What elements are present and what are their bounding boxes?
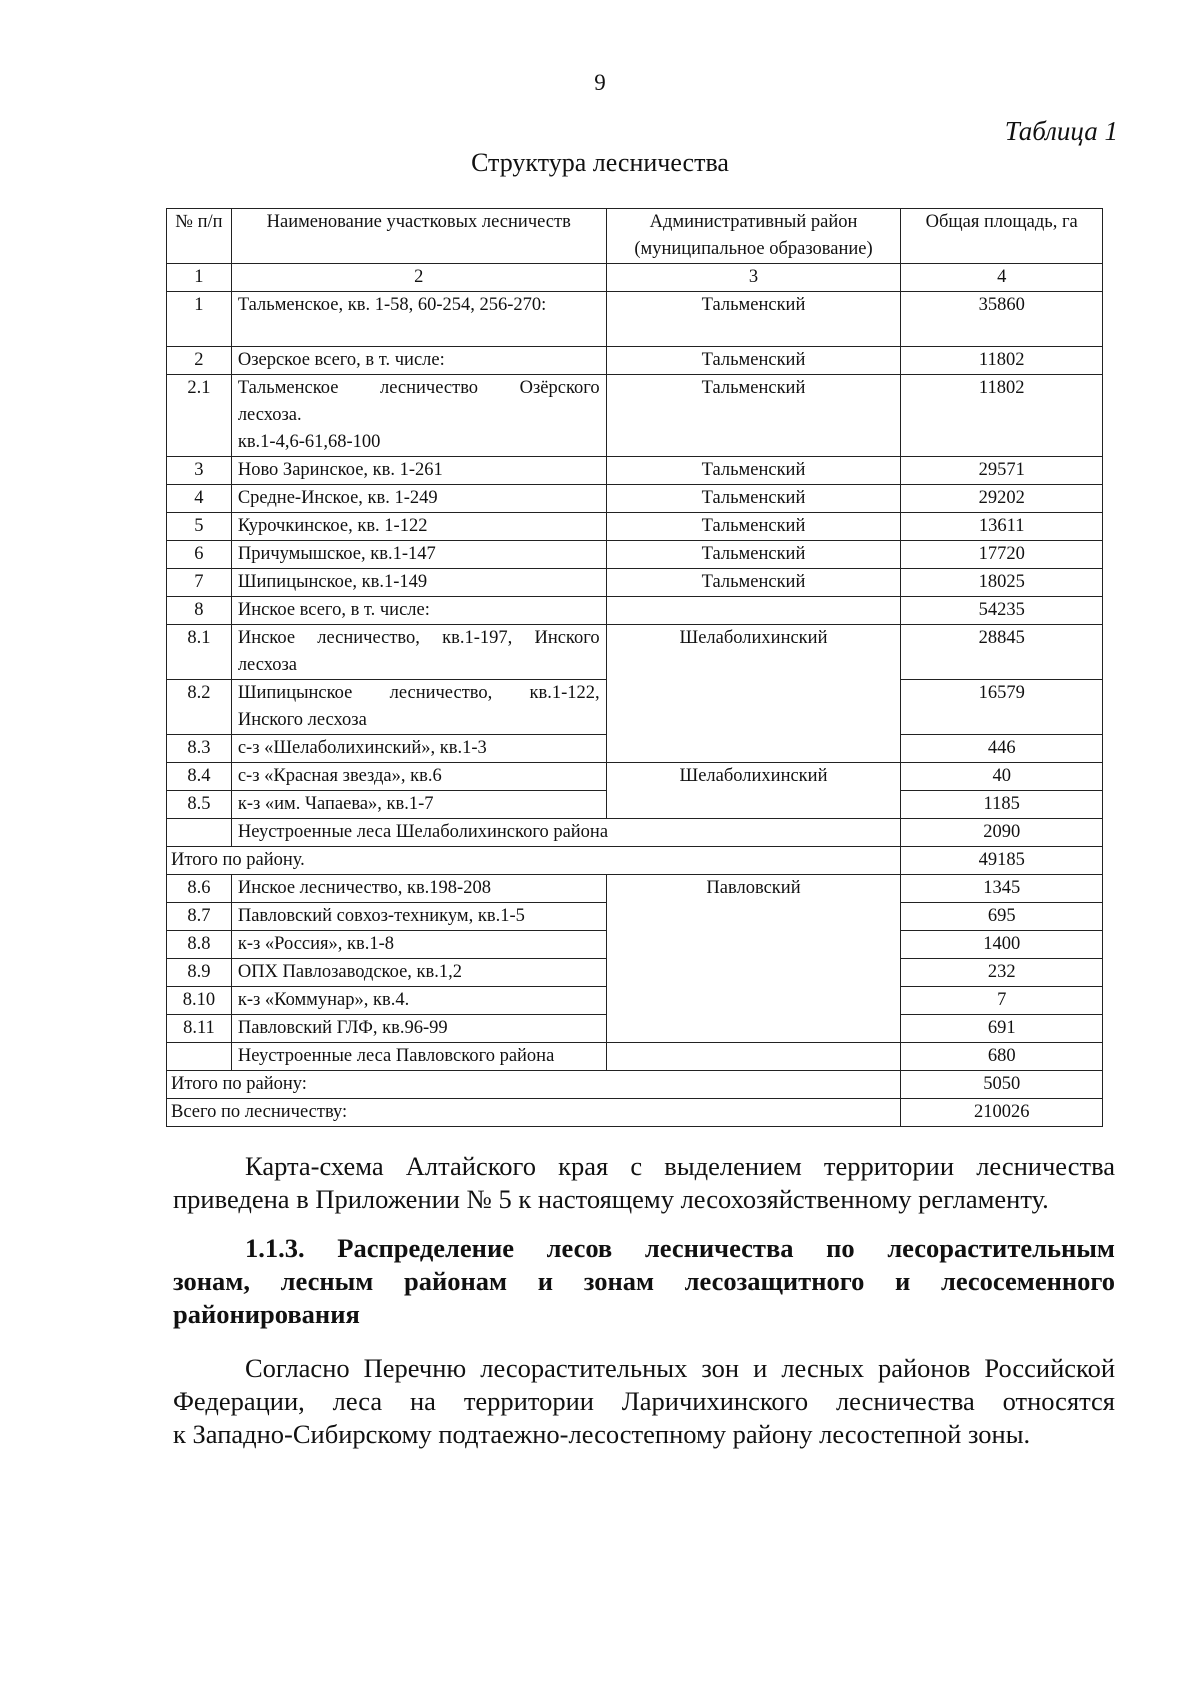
table-row xyxy=(167,485,1103,513)
row-num: 8.8 xyxy=(167,931,232,959)
row-name: Павловский ГЛФ, кв.96-99 xyxy=(231,1015,606,1043)
row-district: Тальменский xyxy=(606,513,901,541)
row-district: Павловский xyxy=(606,875,901,1043)
row-num: 8.4 xyxy=(167,763,232,791)
row-num: 5 xyxy=(167,513,232,541)
row-name: Ново Заринское, кв. 1-261 xyxy=(231,457,606,485)
row-area: 1185 xyxy=(901,791,1103,819)
table-row xyxy=(167,457,1103,485)
row-num: 8.6 xyxy=(167,875,232,903)
row-num: 8.3 xyxy=(167,735,232,763)
row-district: Тальменский xyxy=(606,569,901,597)
row-area: 35860 xyxy=(901,292,1103,347)
row-num: 7 xyxy=(167,569,232,597)
row-area: 11802 xyxy=(901,375,1103,457)
row-area: 680 xyxy=(901,1043,1103,1071)
row-district: Тальменский xyxy=(606,457,901,485)
row-area: 1400 xyxy=(901,931,1103,959)
row-name-line: лесхоза. xyxy=(237,405,302,425)
row-num: 2.1 xyxy=(167,375,232,457)
row-num xyxy=(167,819,232,847)
header-district-line1: Административный район xyxy=(649,212,858,232)
row-num: 8.9 xyxy=(167,959,232,987)
table-row xyxy=(167,763,1103,791)
header-name: Наименование участковых лесничеств xyxy=(231,209,606,264)
row-area: 13611 xyxy=(901,513,1103,541)
row-num: 4 xyxy=(167,485,232,513)
header-district-line2: (муниципальное образование) xyxy=(634,239,873,259)
header-num: № п/п xyxy=(167,209,232,264)
row-num: 8 xyxy=(167,597,232,625)
row-num: 8.2 xyxy=(167,680,232,735)
table-row xyxy=(167,375,1103,457)
table-row xyxy=(167,625,1103,680)
row-district: Шелаболихинский xyxy=(606,625,901,763)
row-num: 8.10 xyxy=(167,987,232,1015)
row-name: Итого по району. xyxy=(167,847,901,875)
row-name-line: Инское лесничество, кв.1-197, Инского xyxy=(237,628,600,648)
row-name: с-з «Красная звезда», кв.6 xyxy=(231,763,606,791)
table-row xyxy=(167,513,1103,541)
row-area: 5050 xyxy=(901,1071,1103,1099)
row-num: 8.11 xyxy=(167,1015,232,1043)
row-district xyxy=(606,1043,901,1071)
row-area: 29571 xyxy=(901,457,1103,485)
row-name: Неустроенные леса Павловского района xyxy=(231,1043,606,1071)
row-name: Павловский совхоз-техникум, кв.1-5 xyxy=(231,903,606,931)
table-row xyxy=(167,569,1103,597)
subtotal-row xyxy=(167,1071,1103,1099)
row-name xyxy=(231,375,606,457)
col-number: 4 xyxy=(901,264,1103,292)
row-num: 8.5 xyxy=(167,791,232,819)
row-area: 17720 xyxy=(901,541,1103,569)
col-number: 2 xyxy=(231,264,606,292)
row-name: Инское лесничество, кв.198-208 xyxy=(231,875,606,903)
row-name: ОПХ Павлозаводское, кв.1,2 xyxy=(231,959,606,987)
row-area: 210026 xyxy=(901,1099,1103,1127)
row-num: 6 xyxy=(167,541,232,569)
row-area: 695 xyxy=(901,903,1103,931)
row-name: Неустроенные леса Шелаболихинского района xyxy=(231,819,901,847)
header-district xyxy=(606,209,901,264)
row-district: Тальменский xyxy=(606,541,901,569)
heading-line: зонам, лесным районам и зонам лесозащитного и лесосеменного xyxy=(173,1266,1115,1296)
row-name: Инское всего, в т. числе: xyxy=(231,597,606,625)
row-name: к-з «Коммунар», кв.4. xyxy=(231,987,606,1015)
table-row xyxy=(167,347,1103,375)
table-row xyxy=(167,292,1103,347)
row-name: к-з «им. Чапаева», кв.1-7 xyxy=(231,791,606,819)
table-row xyxy=(167,875,1103,903)
subtotal-row xyxy=(167,847,1103,875)
header-area: Общая площадь, га xyxy=(901,209,1103,264)
row-area: 40 xyxy=(901,763,1103,791)
table-row xyxy=(167,1043,1103,1071)
row-name-line: кв.1-4,6-61,68-100 xyxy=(237,432,381,452)
paragraph-line: Федерации, леса на территории Ларичихинского лесничества относятся xyxy=(173,1386,1115,1416)
table-row xyxy=(167,819,1103,847)
row-area: 11802 xyxy=(901,347,1103,375)
row-area: 7 xyxy=(901,987,1103,1015)
table-row xyxy=(167,597,1103,625)
row-district: Тальменский xyxy=(606,347,901,375)
header-row xyxy=(167,209,1103,264)
row-num: 8.7 xyxy=(167,903,232,931)
section-heading xyxy=(173,1232,1115,1331)
paragraph-line: Согласно Перечню лесорастительных зон и лесных районов Российской xyxy=(245,1353,1115,1383)
row-area: 29202 xyxy=(901,485,1103,513)
row-name-line: Инского лесхоза xyxy=(237,710,367,730)
row-area: 691 xyxy=(901,1015,1103,1043)
row-num xyxy=(167,1043,232,1071)
map-reference-paragraph xyxy=(173,1150,1115,1216)
row-area: 18025 xyxy=(901,569,1103,597)
col-number: 1 xyxy=(167,264,232,292)
row-district: Тальменский xyxy=(606,292,901,347)
row-name: к-з «Россия», кв.1-8 xyxy=(231,931,606,959)
table-label: Таблица 1 xyxy=(1004,116,1118,146)
row-name: Средне-Инское, кв. 1-249 xyxy=(231,485,606,513)
row-area: 49185 xyxy=(901,847,1103,875)
heading-line: 1.1.3. Распределение лесов лесничества по лесорастительным xyxy=(245,1233,1115,1263)
col-number: 3 xyxy=(606,264,901,292)
row-name: Озерское всего, в т. числе: xyxy=(231,347,606,375)
row-name: Причумышское, кв.1-147 xyxy=(231,541,606,569)
row-area: 1345 xyxy=(901,875,1103,903)
paragraph-line: к Западно-Сибирскому подтаежно-лесостепному району лесостепной зоны. xyxy=(173,1419,1031,1449)
row-num: 3 xyxy=(167,457,232,485)
column-number-row xyxy=(167,264,1103,292)
row-name xyxy=(231,625,606,680)
table-row xyxy=(167,541,1103,569)
table-title: Структура лесничества xyxy=(471,148,729,177)
grand-total-row xyxy=(167,1099,1103,1127)
row-name: Всего по лесничеству: xyxy=(167,1099,901,1127)
row-name-line: лесхоза xyxy=(237,655,298,675)
row-area: 54235 xyxy=(901,597,1103,625)
row-name xyxy=(231,680,606,735)
heading-line: районирования xyxy=(173,1299,360,1329)
row-num: 2 xyxy=(167,347,232,375)
row-name: Итого по району: xyxy=(167,1071,901,1099)
row-district xyxy=(606,597,901,625)
row-district: Шелаболихинский xyxy=(606,763,901,819)
page-number: 9 xyxy=(594,70,606,95)
row-area: 232 xyxy=(901,959,1103,987)
zone-paragraph xyxy=(173,1352,1115,1451)
row-name: Тальменское, кв. 1-58, 60-254, 256-270: xyxy=(231,292,606,347)
row-num: 1 xyxy=(167,292,232,347)
row-name: с-з «Шелаболихинский», кв.1-3 xyxy=(231,735,606,763)
row-area: 2090 xyxy=(901,819,1103,847)
forestry-structure-table xyxy=(166,208,1103,1127)
paragraph-line: приведена в Приложении № 5 к настоящему лесохозяйственному регламенту. xyxy=(173,1184,1049,1214)
row-name: Шипицынское, кв.1-149 xyxy=(231,569,606,597)
row-name-line: Тальменское лесничество Озёрского xyxy=(237,378,600,398)
row-num: 8.1 xyxy=(167,625,232,680)
row-name: Курочкинское, кв. 1-122 xyxy=(231,513,606,541)
row-area: 16579 xyxy=(901,680,1103,735)
row-district: Тальменский xyxy=(606,375,901,457)
row-district: Тальменский xyxy=(606,485,901,513)
row-name-line: Шипицынское лесничество, кв.1-122, xyxy=(237,683,600,703)
row-area: 446 xyxy=(901,735,1103,763)
row-area: 28845 xyxy=(901,625,1103,680)
paragraph-line: Карта-схема Алтайского края с выделением территории лесничества xyxy=(245,1151,1115,1181)
